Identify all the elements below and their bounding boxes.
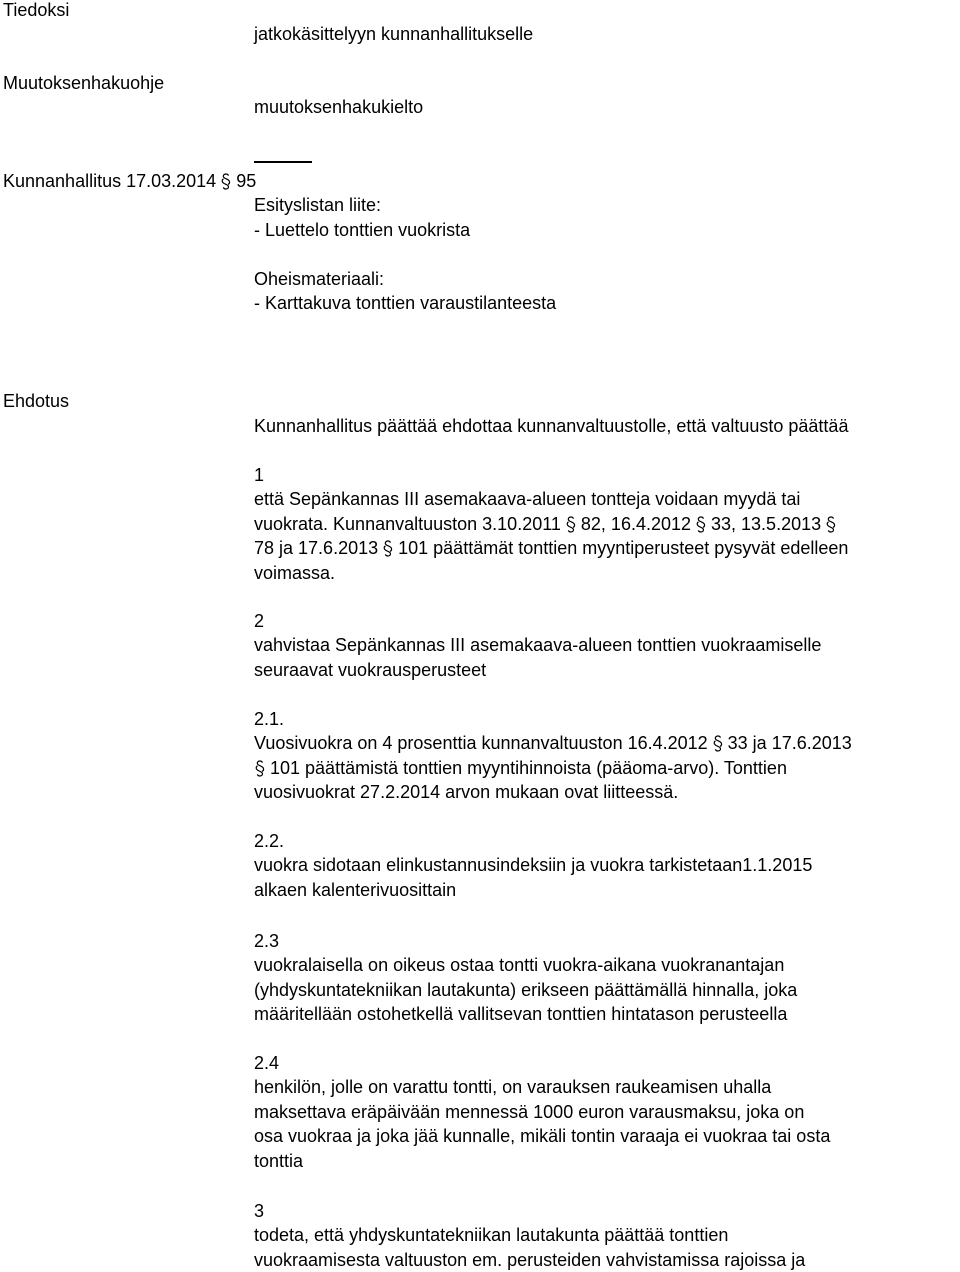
item-text: vuokrata. Kunnanvaltuuston 3.10.2011	[254, 513, 561, 534]
proposal-item-1	[254, 463, 956, 585]
item-line: vahvistaa Sepänkannas III asemakaava-alueen tonttien vuokraamiselle	[254, 635, 822, 656]
item-line: vuokraamisesta valtuuston em. perusteiden vahvistamissa rajoissa ja	[254, 1249, 806, 1270]
section-sign-icon	[382, 540, 394, 557]
item-line: osa vuokraa ja joka jää kunnalle, mikäli tontin varaaja ei vuokraa tai osta	[254, 1126, 831, 1147]
item-line: että Sepänkannas III asemakaava-alueen tontteja voidaan myydä tai	[254, 489, 801, 510]
oheis-label: Oheismateriaali:	[254, 269, 385, 289]
proposal-intro: Kunnanhallitus päättää ehdottaa kunnanvaltuustolle, että valtuusto päättää	[254, 416, 849, 436]
item-line: voimassa.	[254, 562, 336, 583]
item-line: (yhdyskuntatekniikan lautakunta) erikseen päättämällä hinnalla, joka	[254, 979, 798, 1000]
item-text: Vuosivuokra on 4 prosenttia kunnanvaltuuston 16.4.2012	[254, 733, 708, 754]
proposal-item-2-3	[254, 929, 956, 1027]
item-line: henkilön, jolle on varattu tontti, on varauksen raukeamisen uhalla	[254, 1077, 772, 1098]
meeting-heading	[3, 169, 256, 193]
section-number: 95	[236, 171, 257, 191]
proposal-item-2-4	[254, 1051, 956, 1173]
proposal-item-2-2	[254, 829, 956, 902]
item-number: 2	[254, 611, 265, 631]
item-line: alkaen kalenterivuosittain	[254, 879, 457, 900]
section-sign-icon	[712, 735, 724, 752]
item-line: määritellään ostohetkellä vallitsevan tonttien hintatason perusteella	[254, 1004, 788, 1025]
item-line: todeta, että yhdyskuntatekniikan lautakunta päättää tonttien	[254, 1225, 729, 1246]
section-sign-icon	[565, 516, 577, 533]
oheis-item: - Karttakuva tonttien varaustilanteesta	[254, 293, 557, 313]
item-line	[254, 512, 956, 536]
item-text: 78 ja 17.6.2013	[254, 538, 379, 559]
item-line	[254, 731, 956, 755]
section-sign-icon	[220, 173, 232, 190]
item-number: 2.4	[254, 1053, 280, 1073]
muutoksenhaku-label: Muutoksenhakuohje	[3, 73, 165, 93]
tiedoksi-value: jatkokäsittelyyn kunnanhallitukselle	[254, 24, 534, 44]
item-text: 82, 16.4.2012	[580, 513, 692, 534]
proposal-item-2	[254, 609, 956, 682]
section-sign-icon	[825, 516, 837, 533]
meeting-body-date: Kunnanhallitus 17.03.2014	[3, 171, 217, 191]
section-rule	[254, 161, 312, 163]
item-line: vuokra sidotaan elinkustannusindeksiin ja vuokra tarkistetaan1.1.2015	[254, 855, 813, 876]
section-sign-icon	[695, 516, 707, 533]
proposal-label: Ehdotus	[3, 391, 70, 411]
item-line	[254, 536, 956, 560]
item-text: 101 päättämät tonttien myyntiperusteet pysyvät edelleen	[398, 538, 849, 559]
item-number: 2.3	[254, 931, 280, 951]
item-line: vuokralaisella on oikeus ostaa tontti vuokra-aikana vuokranantajan	[254, 955, 785, 976]
item-text: 33, 13.5.2013	[711, 513, 822, 534]
item-number: 3	[254, 1201, 265, 1221]
item-line: vuosivuokrat 27.2.2014 arvon mukaan ovat liitteessä.	[254, 782, 679, 803]
liite-label: Esityslistan liite:	[254, 195, 382, 215]
muutoksenhaku-value: muutoksenhakukielto	[254, 97, 424, 117]
item-number: 2.1.	[254, 709, 285, 729]
proposal-item-3	[254, 1199, 956, 1272]
item-number: 1	[254, 465, 265, 485]
proposal-item-2-1	[254, 707, 956, 805]
item-number: 2.2.	[254, 831, 285, 851]
tiedoksi-label: Tiedoksi	[3, 0, 70, 20]
item-text: 101 päättämistä tonttien myyntihinnoista (pääoma-arvo). Tonttien	[270, 757, 787, 778]
item-line: maksettava eräpäivään mennessä 1000 euron varausmaksu, joka on	[254, 1101, 805, 1122]
item-line: seuraavat vuokrausperusteet	[254, 659, 487, 680]
liite-item: - Luettelo tonttien vuokrista	[254, 220, 471, 240]
section-sign-icon	[254, 760, 266, 777]
item-line: tonttia	[254, 1150, 304, 1171]
item-text: 33 ja 17.6.2013	[727, 733, 852, 754]
item-line	[254, 756, 956, 780]
